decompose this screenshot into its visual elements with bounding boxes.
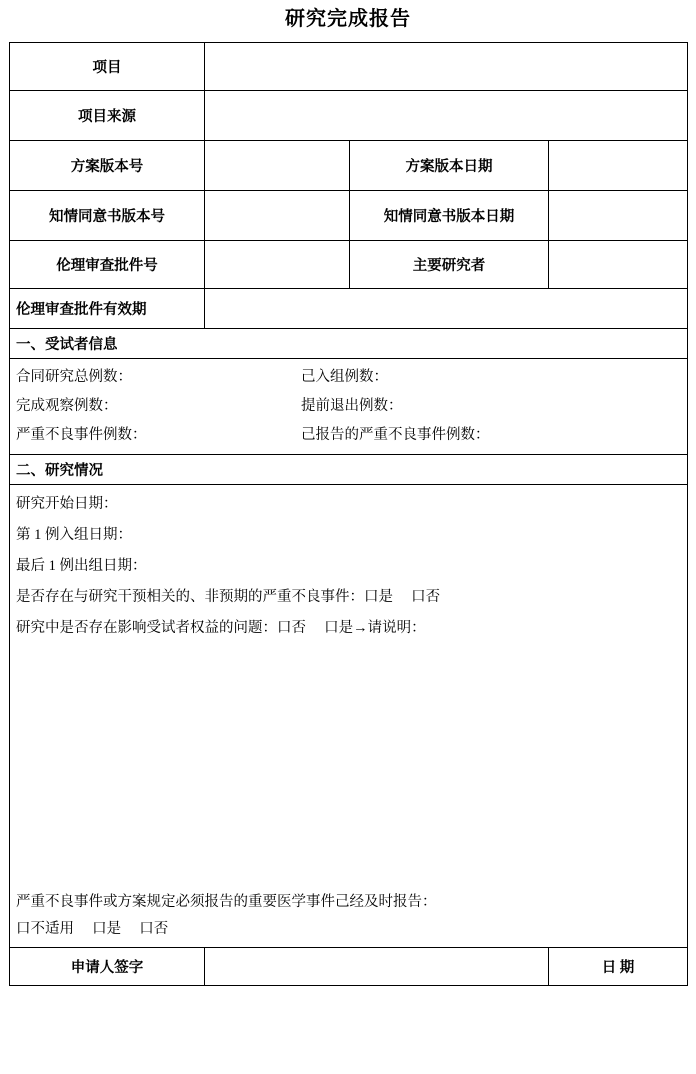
field-reported-sae-cases: 己报告的严重不良事件例数： [301, 427, 490, 443]
table-row [10, 43, 688, 91]
section2-body [10, 485, 688, 948]
field-last-exit-date: 最后 1 例出组日期： [16, 558, 147, 574]
section1-heading: 一、受试者信息 [10, 329, 688, 359]
label-consent-version: 知情同意书版本号 [10, 191, 205, 241]
field-enrolled-cases: 己入组例数： [301, 369, 388, 385]
label-applicant-signature: 申请人签字 [10, 948, 205, 986]
label-project: 项目 [10, 43, 205, 91]
table-row [10, 91, 688, 141]
label-project-source: 项目来源 [10, 91, 205, 141]
input-protocol-version[interactable] [205, 141, 350, 191]
section-header-row-subjects [10, 329, 688, 359]
table-row [10, 191, 688, 241]
input-principal-investigator[interactable] [549, 241, 688, 289]
section-body-row-study [10, 485, 688, 948]
input-ethics-approval-validity[interactable] [205, 289, 688, 329]
field-total-contract-cases: 合同研究总例数： [16, 369, 132, 385]
table-row [10, 241, 688, 289]
field-completed-cases: 完成观察例数： [16, 398, 118, 414]
list-item [16, 421, 681, 450]
label-principal-investigator: 主要研究者 [350, 241, 549, 289]
input-ethics-approval-no[interactable] [205, 241, 350, 289]
label-protocol-version: 方案版本号 [10, 141, 205, 191]
label-ethics-approval-validity: 伦理审查批件有效期 [10, 289, 205, 329]
input-applicant-signature[interactable] [205, 948, 549, 986]
report-form-table [9, 42, 688, 986]
label-ethics-approval-no: 伦理审查批件号 [10, 241, 205, 289]
page-title: 研究完成报告 [285, 8, 411, 30]
section2-heading: 二、研究情况 [10, 455, 688, 485]
label-consent-version-date: 知情同意书版本日期 [350, 191, 549, 241]
label-protocol-version-date: 方案版本日期 [350, 141, 549, 191]
input-consent-version-date[interactable] [549, 191, 688, 241]
field-sae-reporting-statement: 严重不良事件或方案规定必须报告的重要医学事件己经及时报告： [16, 894, 437, 910]
input-project[interactable] [205, 43, 688, 91]
input-consent-version[interactable] [205, 191, 350, 241]
list-item [16, 363, 681, 392]
field-subject-rights-question[interactable]: 研究中是否存在影响受试者权益的问题：口否 口是→请说明： [16, 620, 426, 636]
section-header-row-study [10, 455, 688, 485]
input-protocol-version-date[interactable] [549, 141, 688, 191]
label-date: 日 期 [549, 948, 688, 986]
field-sae-reporting-options[interactable]: 口不适用 口是 口否 [16, 921, 169, 937]
input-project-source[interactable] [205, 91, 688, 141]
field-unexpected-sae-question[interactable]: 是否存在与研究干预相关的、非预期的严重不良事件：口是 口否 [16, 589, 441, 605]
free-text-area[interactable] [16, 644, 681, 889]
section1-body [10, 359, 688, 455]
table-row [10, 289, 688, 329]
table-row [10, 141, 688, 191]
field-first-enrollment-date: 第 1 例入组日期： [16, 527, 132, 543]
list-item [16, 392, 681, 421]
section-body-row-subjects [10, 359, 688, 455]
field-early-withdrawal-cases: 提前退出例数： [301, 398, 403, 414]
signature-row [10, 948, 688, 986]
document-page [0, 6, 696, 1074]
field-sae-cases: 严重不良事件例数： [16, 427, 147, 443]
field-study-start-date: 研究开始日期： [16, 496, 118, 512]
